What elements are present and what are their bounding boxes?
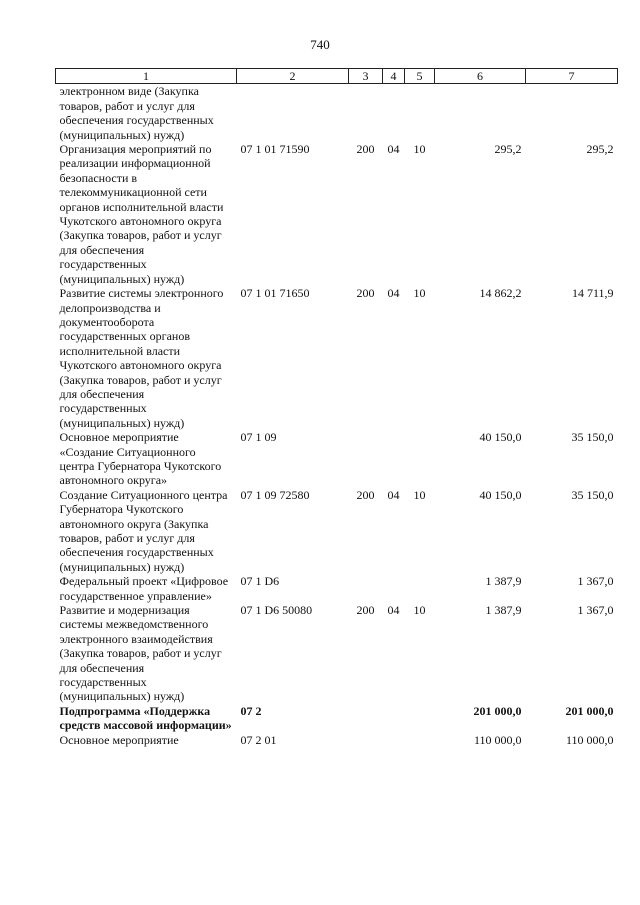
amount-col6: 1 387,9 bbox=[485, 603, 522, 618]
column-header: 3 bbox=[349, 69, 383, 84]
amount-col6 bbox=[435, 84, 526, 142]
subsection-code bbox=[405, 430, 435, 488]
target-code: 07 1 09 72580 bbox=[240, 487, 310, 502]
amount-col7: 295,2 bbox=[586, 142, 614, 157]
target-code: 07 1 01 71590 bbox=[240, 142, 310, 157]
target-code: 07 1 D6 50080 bbox=[240, 603, 313, 618]
target-code bbox=[237, 84, 349, 142]
subsection-code: 10 bbox=[413, 487, 426, 502]
table-row bbox=[56, 603, 618, 704]
amount-col7: 35 150,0 bbox=[571, 430, 614, 445]
section-code: 04 bbox=[387, 603, 400, 618]
item-name: Развитие и модернизация системы межведомственного электронного взаимодействия (Закупка товаров, работ и услуг для обеспечения государственных (муниципальных) нужд) bbox=[59, 603, 222, 704]
table-row bbox=[56, 574, 618, 603]
subsection-code: 10 bbox=[413, 603, 426, 618]
page-number: 740 bbox=[310, 37, 330, 52]
target-code: 07 1 D6 bbox=[240, 574, 280, 589]
expense-type bbox=[349, 704, 383, 733]
subsection-code bbox=[405, 574, 435, 603]
subsection-code bbox=[405, 84, 435, 142]
column-header: 5 bbox=[405, 69, 435, 84]
target-code: 07 1 01 71650 bbox=[240, 286, 310, 301]
expense-type bbox=[349, 84, 383, 142]
column-header: 7 bbox=[526, 69, 618, 84]
amount-col7 bbox=[526, 84, 618, 142]
table-row bbox=[56, 733, 618, 747]
table-row bbox=[56, 704, 618, 733]
amount-col6: 1 387,9 bbox=[485, 574, 522, 589]
amount-col7: 35 150,0 bbox=[571, 487, 614, 502]
item-name: Федеральный проект «Цифровое государственное управление» bbox=[59, 574, 229, 603]
item-name: Организация мероприятий по реализации информационной безопасности в телекоммуникационной сети органов исполнительной власти Чукотского автономного округа (Закупка товаров, работ и услуг для обеспечения государственных (муниципальных) нужд) bbox=[59, 142, 224, 286]
table-row bbox=[56, 286, 618, 430]
expense-type: 200 bbox=[356, 487, 375, 502]
target-code: 07 1 09 bbox=[240, 430, 277, 445]
amount-col7: 1 367,0 bbox=[577, 603, 614, 618]
amount-col6: 295,2 bbox=[494, 142, 522, 157]
item-name: Подпрограмма «Поддержка средств массовой информации» bbox=[59, 703, 232, 733]
section-code bbox=[383, 574, 405, 603]
table-row bbox=[56, 84, 618, 142]
budget-table bbox=[55, 68, 618, 747]
amount-col6: 40 150,0 bbox=[479, 487, 522, 502]
amount-col7: 201 000,0 bbox=[565, 703, 614, 718]
column-header: 1 bbox=[56, 69, 237, 84]
target-code: 07 2 bbox=[240, 703, 262, 718]
column-header: 4 bbox=[383, 69, 405, 84]
amount-col6: 201 000,0 bbox=[473, 703, 522, 718]
amount-col6: 110 000,0 bbox=[473, 732, 522, 747]
target-code: 07 2 01 bbox=[240, 732, 277, 747]
column-header: 6 bbox=[435, 69, 526, 84]
section-code bbox=[383, 733, 405, 747]
section-code: 04 bbox=[387, 286, 400, 301]
table-row bbox=[56, 430, 618, 488]
amount-col6: 40 150,0 bbox=[479, 430, 522, 445]
expense-type: 200 bbox=[356, 142, 375, 157]
section-code: 04 bbox=[387, 487, 400, 502]
expense-type bbox=[349, 733, 383, 747]
subsection-code bbox=[405, 704, 435, 733]
subsection-code: 10 bbox=[413, 286, 426, 301]
column-header: 2 bbox=[237, 69, 349, 84]
item-name: электронном виде (Закупка товаров, работ и услуг для обеспечения государственных (муниципальных) нужд) bbox=[59, 84, 214, 142]
item-name: Основное мероприятие bbox=[59, 732, 179, 747]
expense-type bbox=[349, 430, 383, 488]
table-row bbox=[56, 142, 618, 286]
item-name: Развитие системы электронного делопроизводства и документооборота государственных органов исполнительной власти Чукотского автономного округа (Закупка товаров, работ и услуг для обеспечения государственных (муниципальных) нужд) bbox=[59, 286, 224, 430]
section-code bbox=[383, 84, 405, 142]
item-name: Создание Ситуационного центра Губернатора Чукотского автономного округа (Закупка товаров, работ и услуг для обеспечения государственных (муниципальных) нужд) bbox=[59, 487, 228, 574]
expense-type: 200 bbox=[356, 286, 375, 301]
item-name: Основное мероприятие «Создание Ситуационного центра Губернатора Чукотского автономного округа» bbox=[59, 430, 222, 488]
amount-col6: 14 862,2 bbox=[479, 286, 522, 301]
section-code bbox=[383, 704, 405, 733]
amount-col7: 1 367,0 bbox=[577, 574, 614, 589]
amount-col7: 110 000,0 bbox=[565, 732, 614, 747]
amount-col7: 14 711,9 bbox=[571, 286, 614, 301]
header-row bbox=[56, 69, 618, 84]
expense-type: 200 bbox=[356, 603, 375, 618]
section-code bbox=[383, 430, 405, 488]
expense-type bbox=[349, 574, 383, 603]
table-row bbox=[56, 488, 618, 574]
section-code: 04 bbox=[387, 142, 400, 157]
subsection-code: 10 bbox=[413, 142, 426, 157]
subsection-code bbox=[405, 733, 435, 747]
